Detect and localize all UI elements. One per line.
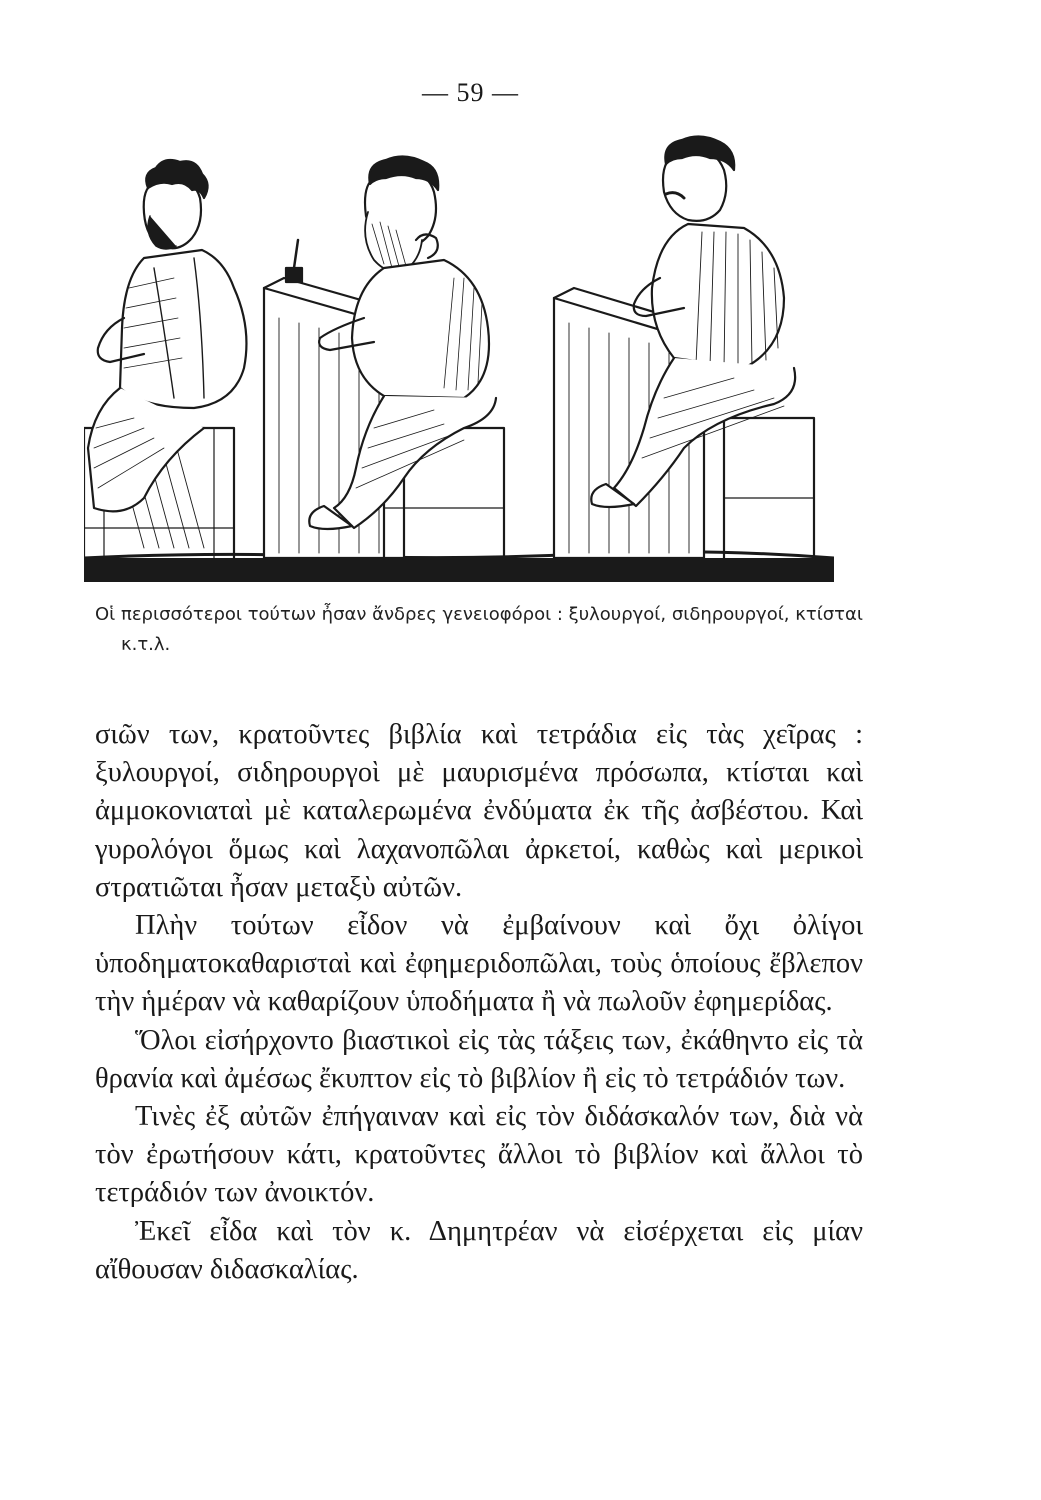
floor-band xyxy=(84,558,834,582)
middle-man-figure xyxy=(264,156,504,558)
paragraph-3: Ὅλοι εἰσήρχοντο βιαστικοὶ εἰς τὰς τάξεις των, ἐκάθηντο εἰς τὰ θρανία καὶ ἀμέσως ἔκυπτον εἰς τὸ βιβλίον ἢ εἰς τὸ τετράδιόν των. xyxy=(95,1024,863,1094)
body-text xyxy=(95,716,863,1289)
floor-edge xyxy=(84,552,834,558)
left-man-figure xyxy=(84,160,246,558)
page-number: — 59 — xyxy=(422,78,519,107)
illustration-three-bearded-men-at-school-desks xyxy=(84,128,834,598)
paragraph-5: Ἐκεῖ εἶδα καὶ τὸν κ. Δημητρέαν νὰ εἰσέρχεται εἰς μίαν αἴθουσαν διδασκαλίας. xyxy=(95,1215,863,1285)
paragraph-1: σιῶν των, κρατοῦντες βιβλία καὶ τετράδια εἰς τὰς χεῖρας : ξυλουργοί, σιδηρουργοὶ μὲ μαυρισμένα πρόσωπα, κτίσται καὶ ἀμμοκονιαταὶ μὲ καταλερωμένα ἐνδύματα ἐκ τῆς ἀσβέστου. Καὶ γυρολόγοι ὅμως καὶ λαχανοπῶλαι ἀρκετοί, καθὼς καὶ μερικοὶ στρατιῶται ἦσαν μεταξὺ αὐτῶν. xyxy=(95,719,863,903)
right-man-figure xyxy=(554,136,814,558)
paragraph-2: Πλὴν τούτων εἶδον νὰ ἐμβαίνουν καὶ ὄχι ὀλίγοι ὑποδηματοκαθαρισταὶ καὶ ἐφημεριδοπῶλαι, τοὺς ὁποίους ἔβλεπον τὴν ἡμέραν νὰ καθαρίζουν ὑποδήματα ἢ νὰ πωλοῦν ἐφημερίδας. xyxy=(95,910,863,1018)
paragraph-4: Τινὲς ἐξ αὐτῶν ἐπήγαιναν καὶ εἰς τὸν διδάσκαλόν των, διὰ νὰ τὸν ἐρωτήσουν κάτι, κρατοῦντες ἄλλοι τὸ βιβλίον καὶ ἄλλοι τὸ τετράδιόν των ἀνοικτόν. xyxy=(95,1101,863,1209)
figure-caption: Οἱ περισσότεροι τούτων ἦσαν ἄνδρες γενειοφόροι : ξυλουργοί, σιδηρουργοί, κτίσται κ.τ.λ. xyxy=(95,604,863,655)
